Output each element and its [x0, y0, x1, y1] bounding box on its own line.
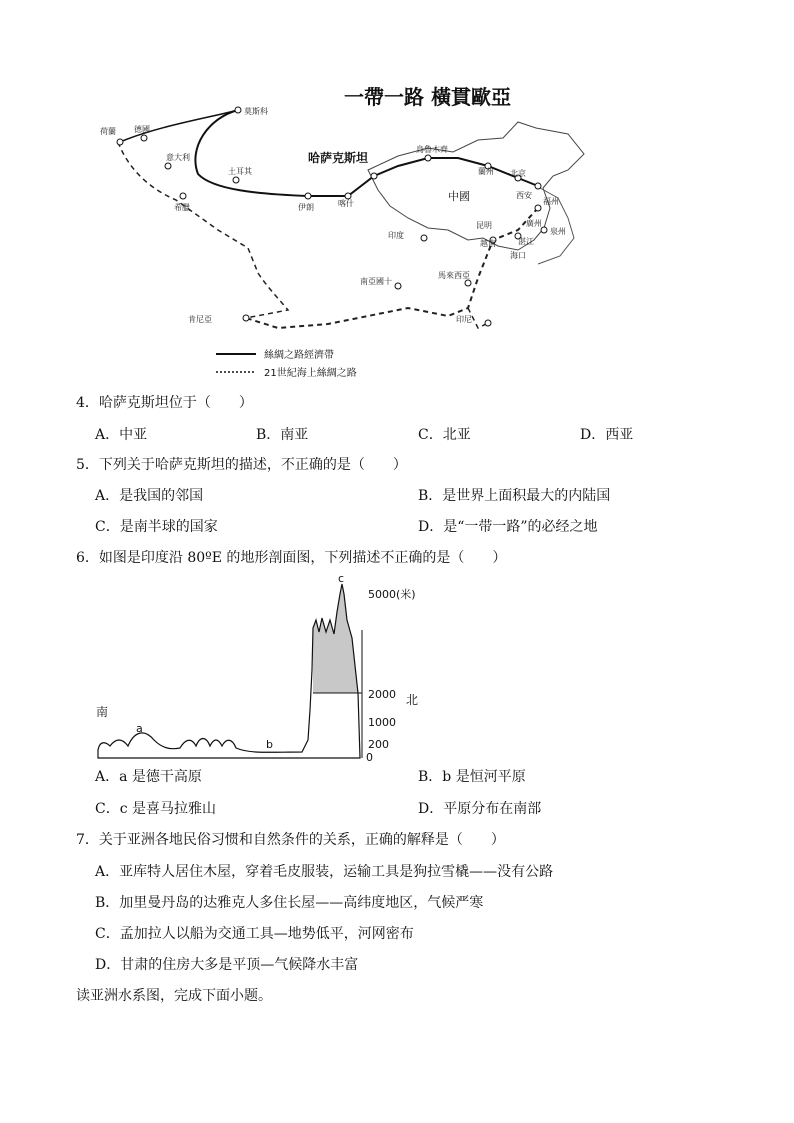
terrain-profile [90, 570, 430, 765]
city-beijing: 北京 [510, 169, 526, 178]
city-srilanka: 南亞國十 [360, 277, 392, 286]
city-kunming: 昆明 [476, 221, 492, 230]
city-venice: 意大利 [166, 153, 190, 162]
city-xian: 西安 [516, 191, 532, 200]
q5-option-d[interactable]: D．是“一带一路”的必经之地 [418, 519, 598, 535]
city-moscow: 莫斯科 [244, 107, 268, 116]
profile-south-label: 南 [96, 705, 109, 719]
profile-point-b: b [266, 738, 273, 751]
legend-land-label: 絲綢之路經濟帶 [264, 350, 334, 361]
sea-route [246, 208, 538, 328]
silk-road-map [98, 78, 598, 388]
q7-option-a[interactable]: A．亚库特人居住木屋，穿着毛皮服装，运输工具是狗拉雪橇——没有公路 [95, 864, 554, 880]
profile-highland-fill [313, 584, 358, 693]
city-malaysia: 馬來西亞 [438, 271, 470, 280]
section-instruction: 读亚洲水系图，完成下面小题。 [76, 988, 272, 1004]
question-7-stem: 7．关于亚洲各地民俗习惯和自然条件的关系，正确的解释是（ ） [76, 832, 505, 848]
q6-option-c[interactable]: C．c 是喜马拉雅山 [95, 801, 217, 817]
city-zhanjiang: 湛江 [518, 237, 534, 246]
city-indonesia: 印尼 [456, 315, 472, 324]
profile-point-a: a [136, 722, 143, 735]
map-title: 一帶一路 橫貫歐亞 [344, 85, 511, 109]
profile-north-label: 北 [406, 693, 419, 707]
profile-y-0: 0 [366, 751, 373, 764]
q7-option-d[interactable]: D．甘肃的住房大多是平顶—气候降水丰富 [95, 957, 359, 973]
question-6-stem: 6．如图是印度沿 80ºE 的地形剖面图，下列描述不正确的是（ ） [76, 550, 507, 566]
city-iran: 伊朗 [298, 203, 314, 212]
q5-option-a[interactable]: A．是我国的邻国 [95, 488, 204, 504]
profile-y-2000: 2000 [368, 688, 396, 701]
city-greece: 希臘 [174, 203, 190, 212]
profile-point-c: c [338, 572, 345, 585]
q6-option-a[interactable]: A．a 是德干高原 [95, 769, 202, 785]
q6-option-d[interactable]: D．平原分布在南部 [418, 801, 542, 817]
question-4-stem: 4．哈萨克斯坦位于（ ） [76, 395, 253, 411]
q4-option-a[interactable]: A．中亚 [95, 427, 148, 443]
q7-option-b[interactable]: B．加里曼丹岛的达雅克人多住长屋——高纬度地区，气候严寒 [95, 895, 484, 911]
city-india: 印度 [388, 231, 404, 240]
city-kashgar: 喀什 [338, 199, 354, 208]
q4-option-d[interactable]: D．西亚 [580, 427, 634, 443]
city-netherlands: 荷蘭 [100, 127, 116, 136]
q6-option-b[interactable]: B．b 是恒河平原 [418, 769, 526, 785]
sea-route-africa [246, 273, 288, 318]
city-hanoi: 越南 [480, 239, 496, 248]
map-svg [98, 78, 598, 388]
profile-y-200: 200 [368, 738, 389, 751]
profile-svg [90, 570, 430, 765]
profile-y-1000: 1000 [368, 716, 396, 729]
label-kazakhstan: 哈萨克斯坦 [308, 151, 369, 165]
q4-option-b[interactable]: B．南亚 [256, 427, 309, 443]
city-haikou: 海口 [510, 251, 526, 260]
q7-option-c[interactable]: C．孟加拉人以船为交通工具—地势低平，河网密布 [95, 926, 414, 942]
city-germany: 德國 [134, 125, 150, 134]
city-quanzhou: 泉州 [550, 227, 566, 236]
label-china: 中國 [448, 190, 470, 203]
city-fuzhou: 福州 [543, 197, 559, 206]
q5-option-c[interactable]: C．是南半球的国家 [95, 519, 218, 535]
city-lanzhou: 蘭州 [478, 167, 494, 176]
city-kenya: 肯尼亞 [188, 315, 212, 324]
question-5-stem: 5．下列关于哈萨克斯坦的描述，不正确的是（ ） [76, 457, 407, 473]
city-guangzhou: 廣州 [526, 219, 542, 228]
q4-option-c[interactable]: C．北亚 [418, 427, 471, 443]
q5-option-b[interactable]: B．是世界上面积最大的内陆国 [418, 488, 611, 504]
profile-y-top: 5000(米) [368, 588, 416, 601]
city-turkey: 土耳其 [228, 167, 252, 176]
legend-sea-label: 21世紀海上絲綢之路 [264, 368, 357, 379]
city-urumqi: 烏魯木齊 [416, 145, 448, 154]
